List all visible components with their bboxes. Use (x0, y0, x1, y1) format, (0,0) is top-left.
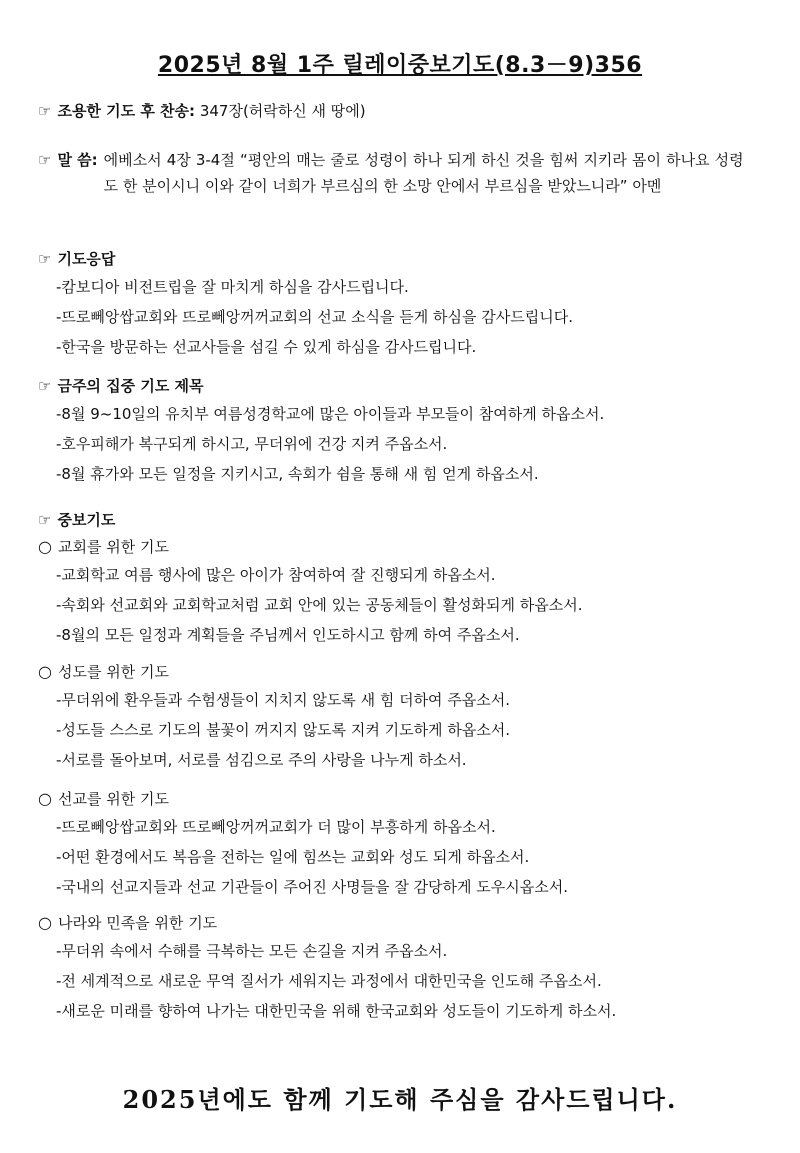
verse-text: 에베소서 4장 3-4절 “평안의 매는 줄로 성령이 하나 되게 하신 것을 힘써 지키라 몸이 하나요 성령도 한 분이시니 이와 같이 너희가 부르심의 한 소망 안에서 부르심을 받았느니라” 아멘 (103, 151, 744, 195)
circle-bullet-icon: ○ (38, 913, 52, 932)
intercession-section-saints (38, 659, 778, 775)
focus-heading: 금주의 집중 기도 제목 (57, 377, 204, 395)
list-item: -뜨로뻬앙쌉교회와 뜨로뻬앙꺼꺼교회의 선교 소식을 듣게 하심을 감사드립니다. (56, 308, 573, 326)
section-title: 성도를 위한 기도 (57, 663, 169, 681)
pointing-hand-icon: ☞ (38, 377, 52, 395)
list-item: -새로운 미래를 향하여 나가는 대한민국을 위해 한국교회와 성도들이 기도하게 하소서. (56, 1002, 617, 1020)
list-item: -호우피해가 복구되게 하시고, 무더위에 건강 지켜 주옵소서. (56, 435, 448, 453)
circle-bullet-icon: ○ (38, 537, 52, 556)
hymn-value: 347장(허락하신 새 땅에) (199, 102, 366, 120)
circle-bullet-icon: ○ (38, 662, 52, 681)
list-item: -8월 휴가와 모든 일정을 지키시고, 속회가 쉼을 통해 새 힘 얻게 하옵소서. (56, 465, 539, 483)
list-item: -국내의 선교지들과 선교 기관들이 주어진 사명들을 잘 감당하게 도우시옵소서. (56, 878, 569, 896)
pointing-hand-icon: ☞ (38, 102, 52, 120)
intercession-section-mission (38, 786, 778, 902)
list-item: -무더위 속에서 수해를 극복하는 모든 손길을 지켜 주옵소서. (56, 942, 448, 960)
hymn-label: 조용한 기도 후 찬송: (57, 102, 196, 120)
list-item: -교회학교 여름 행사에 많은 아이가 참여하여 잘 진행되게 하옵소서. (56, 566, 496, 584)
list-item: -성도들 스스로 기도의 불꽃이 꺼지지 않도록 지켜 기도하게 하옵소서. (56, 721, 511, 739)
list-item: -캄보디아 비전트립을 잘 마치게 하심을 감사드립니다. (56, 278, 409, 296)
circle-bullet-icon: ○ (38, 789, 52, 808)
list-item: -8월의 모든 일정과 계획들을 주님께서 인도하시고 함께 하여 주옵소서. (56, 626, 520, 644)
verse-block (38, 147, 778, 199)
list-item: -서로를 돌아보며, 서로를 섬김으로 주의 사랑을 나누게 하소서. (56, 751, 467, 769)
list-item: -무더위에 환우들과 수험생들이 지치지 않도록 새 힘 더하여 주옵소서. (56, 691, 511, 709)
answers-heading: 기도응답 (57, 250, 116, 268)
section-title: 교회를 위한 기도 (57, 538, 169, 556)
answers-section (38, 246, 778, 362)
pointing-hand-icon: ☞ (38, 151, 52, 169)
list-item: -뜨로뻬앙쌉교회와 뜨로뻬앙꺼꺼교회가 더 많이 부흥하게 하옵소서. (56, 818, 496, 836)
section-title: 선교를 위한 기도 (57, 790, 169, 808)
hymn-line (38, 98, 778, 124)
list-item: -속회와 선교회와 교회학교처럼 교회 안에 있는 공동체들이 활성화되게 하옵소서. (56, 596, 583, 614)
pointing-hand-icon: ☞ (38, 511, 52, 529)
closing-message: 2025년에도 함께 기도해 주심을 감사드립니다. (122, 1085, 678, 1114)
page-title: 2025년 8월 1주 릴레이중보기도(8.3－9)356 (157, 53, 643, 78)
intercession-heading-line (38, 507, 778, 533)
list-item: -전 세계적으로 새로운 무역 질서가 세워지는 과정에서 대한민국을 인도해 주옵소서. (56, 972, 602, 990)
intercession-section-nation (38, 910, 778, 1026)
list-item: -한국을 방문하는 선교사들을 섬길 수 있게 하심을 감사드립니다. (56, 338, 477, 356)
focus-section (38, 373, 778, 489)
verse-label: 말 씀: (57, 151, 98, 169)
list-item: -어떤 환경에서도 복음을 전하는 일에 힘쓰는 교회와 성도 되게 하옵소서. (56, 848, 530, 866)
pointing-hand-icon: ☞ (38, 250, 52, 268)
list-item: -8월 9~10일의 유치부 여름성경학교에 많은 아이들과 부모들이 참여하게 하옵소서. (56, 405, 605, 423)
section-title: 나라와 민족을 위한 기도 (57, 914, 218, 932)
intercession-heading: 중보기도 (57, 511, 116, 529)
intercession-section-church (38, 534, 778, 650)
